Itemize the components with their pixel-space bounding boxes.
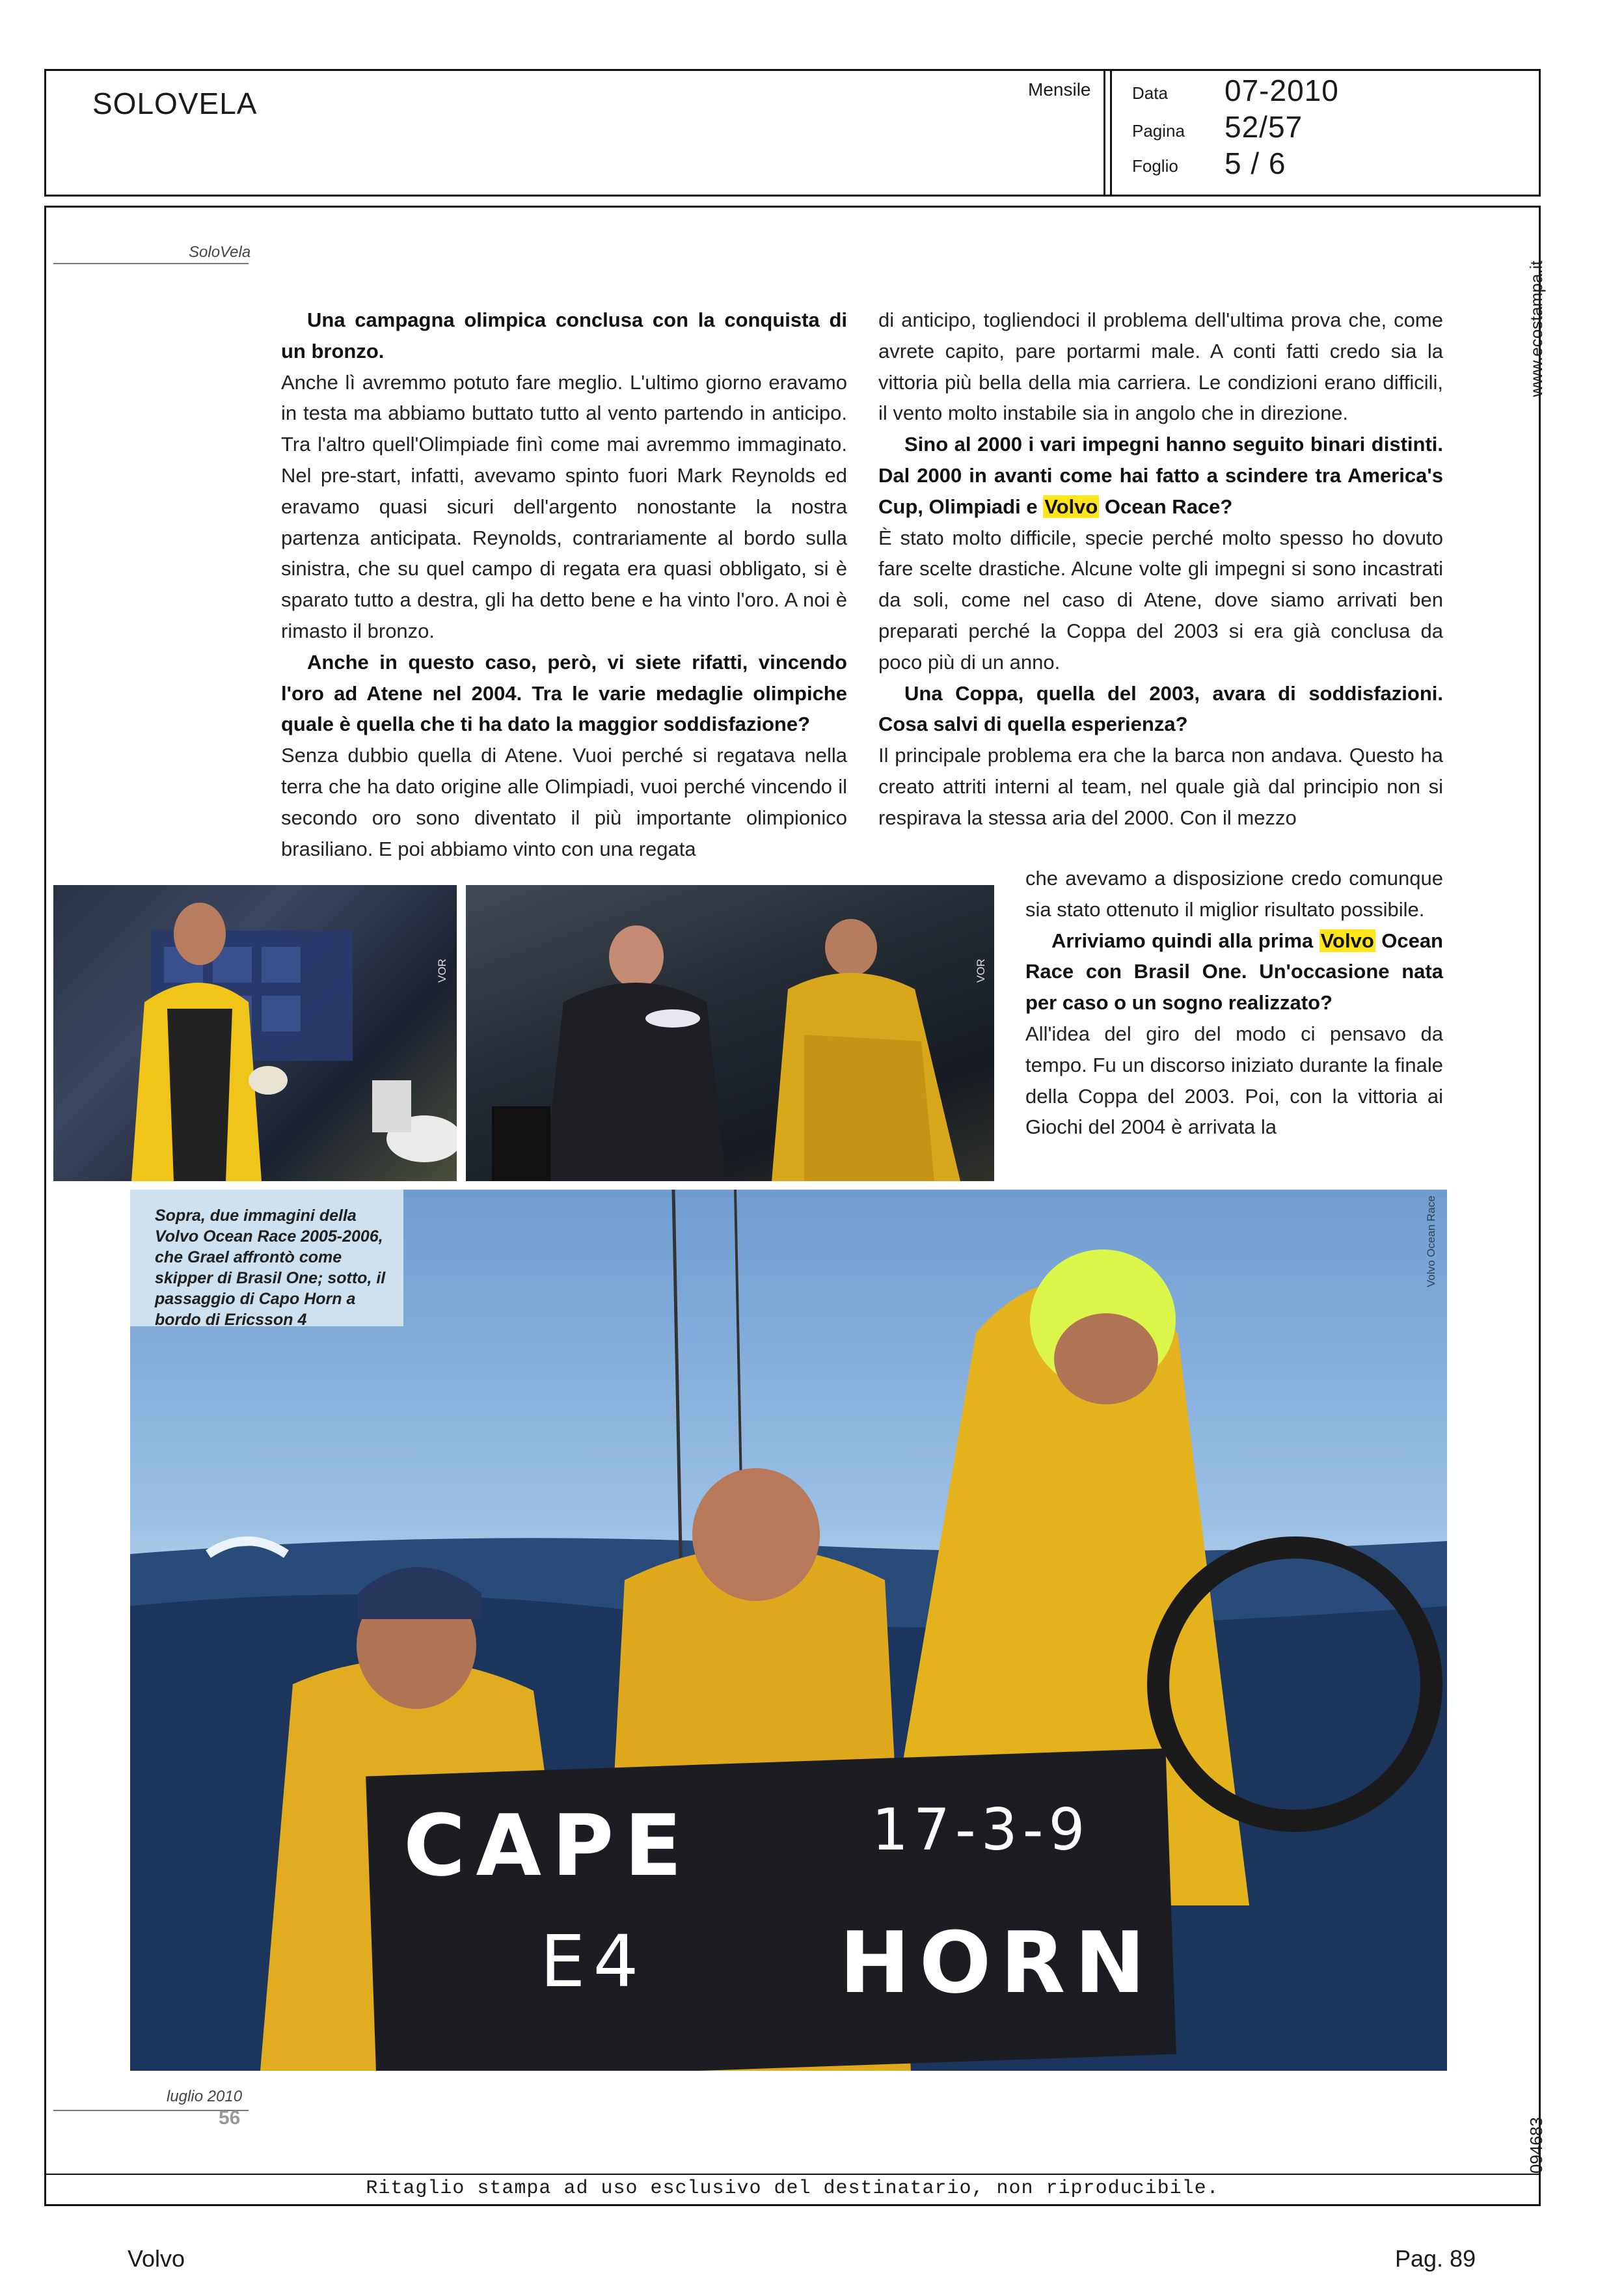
highlighted-keyword: Volvo [1044,495,1098,518]
watermark-text: www.ecostampa.it [1526,260,1546,397]
header-divider [1110,69,1112,197]
section-rule [53,263,249,264]
interview-question [281,305,847,367]
photo-1-art [53,885,457,1181]
interview-answer: che avevamo a disposizione credo comunque sia stato ottenuto il miglior risultato possibile. [1025,867,1443,921]
archive-code-text: 094683 [1526,2117,1546,2174]
watermark [1522,215,1549,397]
date-label: Data [1132,83,1168,103]
publication-name: SOLOVELA [92,87,258,120]
photo-crew-resting [466,885,994,1181]
folio-page-number: 56 [219,2107,241,2129]
photo-credit: VOR [975,959,987,983]
date-value: 07-2010 [1225,74,1339,107]
question-text: Sino al 2000 i vari impegni hanno seguito binari distinti. Dal 2000 in avanti come hai fatto a scindere tra America's Cup, Olimpiadi e [878,433,1443,518]
photo-credit: VOR [436,959,448,983]
clip-notice-rule [44,2174,1541,2175]
sign-text-date: 17-3-9 [872,1796,1090,1863]
photo-2-art [466,885,994,1181]
interview-question [878,429,1443,522]
sheet-value: 5 / 6 [1225,146,1286,180]
sheet-label: Foglio [1132,156,1178,176]
question-text: Arriviamo quindi alla prima [1051,929,1320,952]
interview-answer: di anticipo, togliendoci il problema dell'ultima prova che, come avrete capito, pare portarmi male. A conti fatti credo sia la vittoria più bella della mia carriera. Le condizioni erano difficili, il vento molto instabile sia in angolo che in direzione. [878,308,1443,425]
sign-text-boat: E4 [540,1920,647,2003]
publication-frequency: Mensile [1028,79,1091,100]
question-text: Anche in questo caso, però, vi siete rifatti, vincendo l'oro ad Atene nel 2004. Tra le varie medaglie olimpiche quale è quella che ti ha dato la maggior soddisfazione? [281,650,847,736]
sign-text-horn: HORN [839,1913,1155,2012]
question-text: Ocean Race? [1099,495,1233,518]
footer-page-number: Pag. 89 [1395,2245,1476,2272]
page-label: Pagina [1132,121,1185,141]
question-text: Ocean Race con Brasil One. Un'occasione nata per caso o un sogno realizzato? [1025,929,1443,1015]
interview-answer: Anche lì avremmo potuto fare meglio. L'ultimo giorno eravamo in testa ma abbiamo buttato tutto al vento partendo in anticipo. Tra l'altro quell'Olimpiade finì come mai avremmo immaginato. Nel pre-start, infatti, avevamo spinto fuori Mark Reynolds ed eravamo quasi sicuri dell'argento nonostante la nostra partenza anticipata. Reynolds, contrariamente al bordo sulla sinistra, che su quel campo di regata era quasi obbligato, si è sparato tutto a destra, gli ha detto bene e ha vinto l'oro. A noi è rimasto il bronzo. [281,370,847,642]
article-column-3 [1025,863,1443,1143]
question-text: Una Coppa, quella del 2003, avara di soddisfazioni. Cosa salvi di quella esperienza? [878,681,1443,736]
article-column-2 [878,305,1443,834]
header-divider [1103,69,1105,197]
interview-question [1025,925,1443,1018]
issue-date: luglio 2010 [167,2088,243,2105]
footer-topic: Volvo [128,2245,185,2272]
article-column-1 [281,305,847,864]
interview-question [878,678,1443,741]
running-header: SoloVela [189,243,251,261]
question-text: Una campagna olimpica conclusa con la conquista di un bronzo. [281,308,847,362]
interview-answer: Il principale problema era che la barca non andava. Questo ha creato attriti interni al team, nel quale già dal principio non si respirava la stessa aria del 2000. Con il mezzo [878,744,1443,829]
interview-question [281,647,847,740]
photo-crew-eating [53,885,457,1181]
page-value: 52/57 [1225,110,1303,144]
interview-answer: È stato molto difficile, specie perché molto spesso ho dovuto fare scelte drastiche. Alcune volte gli impegni si sono incastrati da soli, come nel caso di Atene, dove siamo arrivati ben preparati perché la Coppa del 2003 si era già conclusa da poco più di un anno. [878,526,1443,674]
photo-credit: Volvo Ocean Race [1425,1195,1437,1287]
interview-answer: All'idea del giro del modo ci pensavo da tempo. Fu un discorso iniziato durante la finale della Coppa del 2003. Poi, con la vittoria ai Giochi del 2004 è arrivata la [1025,1022,1443,1139]
clip-notice: Ritaglio stampa ad uso esclusivo del destinatario, non riproducibile. [366,2177,1219,2200]
sign-text-cape: CAPE [403,1796,693,1895]
archive-code [1522,2108,1549,2180]
highlighted-keyword: Volvo [1320,929,1374,952]
photo-caption: Sopra, due immagini della Volvo Ocean Race 2005-2006, che Grael affrontò come skipper di Brasil One; sotto, il passaggio di Capo Horn a bordo di Ericsson 4 [155,1207,386,1329]
interview-answer: Senza dubbio quella di Atene. Vuoi perché si regatava nella terra che ha dato origine alle Olimpiadi, vuoi perché vincendo il secondo oro sono diventato il più importante olimpionico brasiliano. E poi abbiamo vinto con una regata [281,744,847,860]
